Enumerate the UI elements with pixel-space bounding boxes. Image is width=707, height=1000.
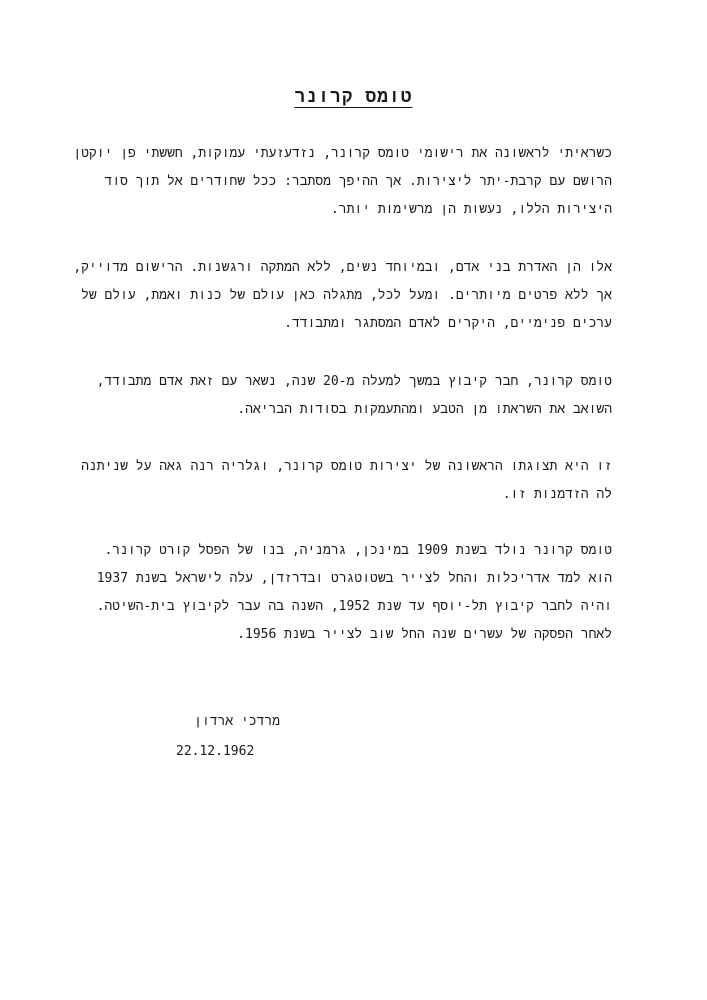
text-line: אלו הן האדרת בני אדם, ובמיוחד נשים, ללא המתקה ורגשנות. הרישום מדוייק, bbox=[73, 260, 612, 275]
text-line: לה הזדמנות זו. bbox=[502, 487, 612, 502]
text-line: ערכים פנימיים, היקרים לאדם המסתגר ומתבודד. bbox=[284, 316, 612, 331]
signature-name: מרדכי ארדון bbox=[194, 714, 280, 729]
text-line: לאחר הפסקה של עשרים שנה החל שוב לצייר בשנת 1956. bbox=[237, 627, 612, 642]
text-line: כשראיתי לראשונה את רישומי טומס קרונר, נזדעזעתי עמוקות, חששתי פן יוקטן bbox=[73, 146, 612, 161]
paragraph-5 bbox=[92, 537, 612, 649]
text-line: זו היא תצוגתו הראשונה של יצירות טומס קרונר, וגלריה רנה גאה על שניתנה bbox=[81, 459, 612, 474]
paragraph-4 bbox=[81, 453, 612, 509]
text-line: טומס קרונר, חבר קיבוץ במשך למעלה מ-20 שנה, נשאר עם זאת אדם מתבודד, bbox=[96, 374, 612, 389]
signature-date: 22.12.1962 bbox=[176, 744, 255, 759]
paragraph-2 bbox=[73, 254, 612, 338]
text-line: הרושם עם קרבת-יתר ליצירות. אך ההיפך מסתבר: ככל שחודרים אל תוך סוד bbox=[104, 174, 612, 189]
paragraph-1 bbox=[73, 140, 612, 224]
text-line: היצירות הללו, נעשות הן מרשימות יותר. bbox=[330, 202, 612, 217]
text-line: והיה לחבר קיבוץ תל-יוסף עד שנת 1952, השנה בה עבר לקיבוץ בית-השיטה. bbox=[96, 599, 612, 614]
text-line: השואב את השראתו מן הטבע ומהתעמקות בסודות הבריאה. bbox=[237, 402, 612, 417]
text-line: אך ללא פרטים מיותרים. ומעל לכל, מתגלה כאן עולם של כנות ואמת, עולם של bbox=[81, 288, 612, 303]
text-line: הוא למד אדריכלות והחל לצייר בשטוטגרט ובדרזדן, עלה לישראל בשנת 1937 bbox=[96, 571, 612, 586]
document-title: טומס קרונר bbox=[294, 86, 413, 107]
text-line: טומס קרונר נולד בשנת 1909 במינכן, גרמניה, בנו של הפסל קורט קרונר. bbox=[104, 543, 612, 558]
paragraph-3 bbox=[92, 368, 612, 424]
